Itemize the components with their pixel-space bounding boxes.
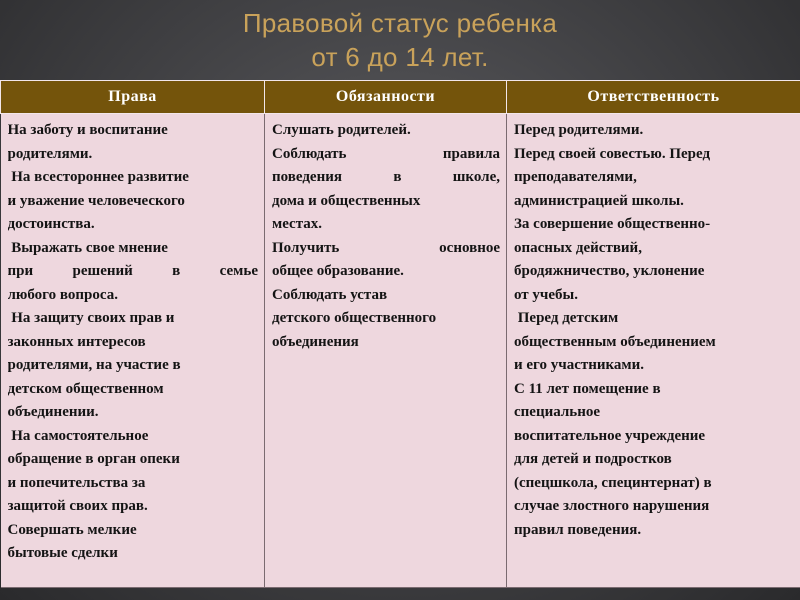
responsibility-line: администрацией школы.: [514, 192, 684, 209]
table-header-row: [1, 81, 800, 114]
rights-line: законных интересов: [7, 333, 146, 350]
rights-line: достоинства.: [7, 216, 95, 232]
duties-line: Слушать родителей.: [272, 122, 411, 138]
rights-line: Выражать свое мнение: [7, 239, 168, 256]
duties-line: объединения: [272, 333, 359, 350]
duties-line: общее образование.: [272, 263, 404, 279]
responsibility-line: опасных действий,: [514, 239, 642, 256]
rights-cell: [1, 114, 265, 588]
table-row: [1, 114, 800, 588]
responsibility-line: правил поведения.: [514, 521, 642, 538]
responsibility-line: общественным объединением: [514, 333, 716, 350]
rights-line: На самостоятельное: [7, 427, 149, 444]
responsibility-line: (спецшкола, специнтернат) в: [514, 474, 712, 491]
rights-line: детском общественном: [7, 380, 164, 397]
rights-line: и попечительства за: [7, 474, 146, 491]
duties-cell: [265, 114, 507, 588]
duties-line: детского общественного: [272, 310, 437, 326]
rights-line: объединении.: [7, 404, 99, 420]
rights-line: родителями, на участие в: [7, 357, 181, 373]
rights-line: при решений в семье: [7, 263, 258, 279]
duties-line: Соблюдать правила: [272, 145, 500, 162]
responsibility-line: преподавателями,: [514, 169, 637, 185]
duties-line: Соблюдать устав: [272, 286, 388, 303]
responsibility-line: специальное: [514, 404, 601, 420]
rights-line: На заботу и воспитание: [7, 122, 168, 138]
rights-line: обращение в орган опеки: [7, 451, 180, 467]
responsibility-line: и его участниками.: [514, 357, 645, 373]
rights-line: На всестороннее развитие: [7, 169, 189, 185]
responsibility-line: от учебы.: [514, 286, 578, 303]
rights-line: бытовые сделки: [7, 545, 118, 561]
responsibility-cell: [507, 114, 800, 588]
duties-line: Получить основное: [272, 239, 500, 256]
header-rights: Права: [1, 81, 265, 114]
rights-line: На защиту своих прав и: [7, 310, 175, 326]
duties-line: местах.: [272, 216, 323, 232]
rights-line: любого вопроса.: [7, 286, 118, 303]
responsibility-line: За совершение общественно-: [514, 216, 711, 232]
responsibility-line: С 11 лет помещение в: [514, 380, 661, 397]
responsibility-line: воспитательное учреждение: [514, 427, 706, 444]
header-responsibility: Ответственность: [507, 81, 800, 114]
title-line-1: Правовой статус ребенка: [242, 8, 558, 38]
header-duties: Обязанности: [265, 81, 507, 114]
duties-line: поведения в школе,: [272, 169, 500, 185]
rights-table: [0, 80, 800, 588]
rights-line: Совершать мелкие: [7, 521, 137, 538]
responsibility-line: Перед своей совестью. Перед: [514, 145, 711, 162]
duties-line: дома и общественных: [272, 192, 421, 209]
rights-line: родителями.: [7, 145, 93, 162]
rights-line: защитой своих прав.: [7, 498, 148, 514]
responsibility-line: Перед родителями.: [514, 122, 644, 138]
responsibility-line: для детей и подростков: [514, 451, 672, 467]
slide-title: [0, 6, 800, 74]
rights-line: и уважение человеческого: [7, 192, 185, 209]
responsibility-line: бродяжничество, уклонение: [514, 263, 705, 279]
responsibility-line: случае злостного нарушения: [514, 498, 710, 514]
responsibility-line: Перед детским: [514, 310, 619, 326]
title-line-2: от 6 до 14 лет.: [311, 42, 489, 72]
